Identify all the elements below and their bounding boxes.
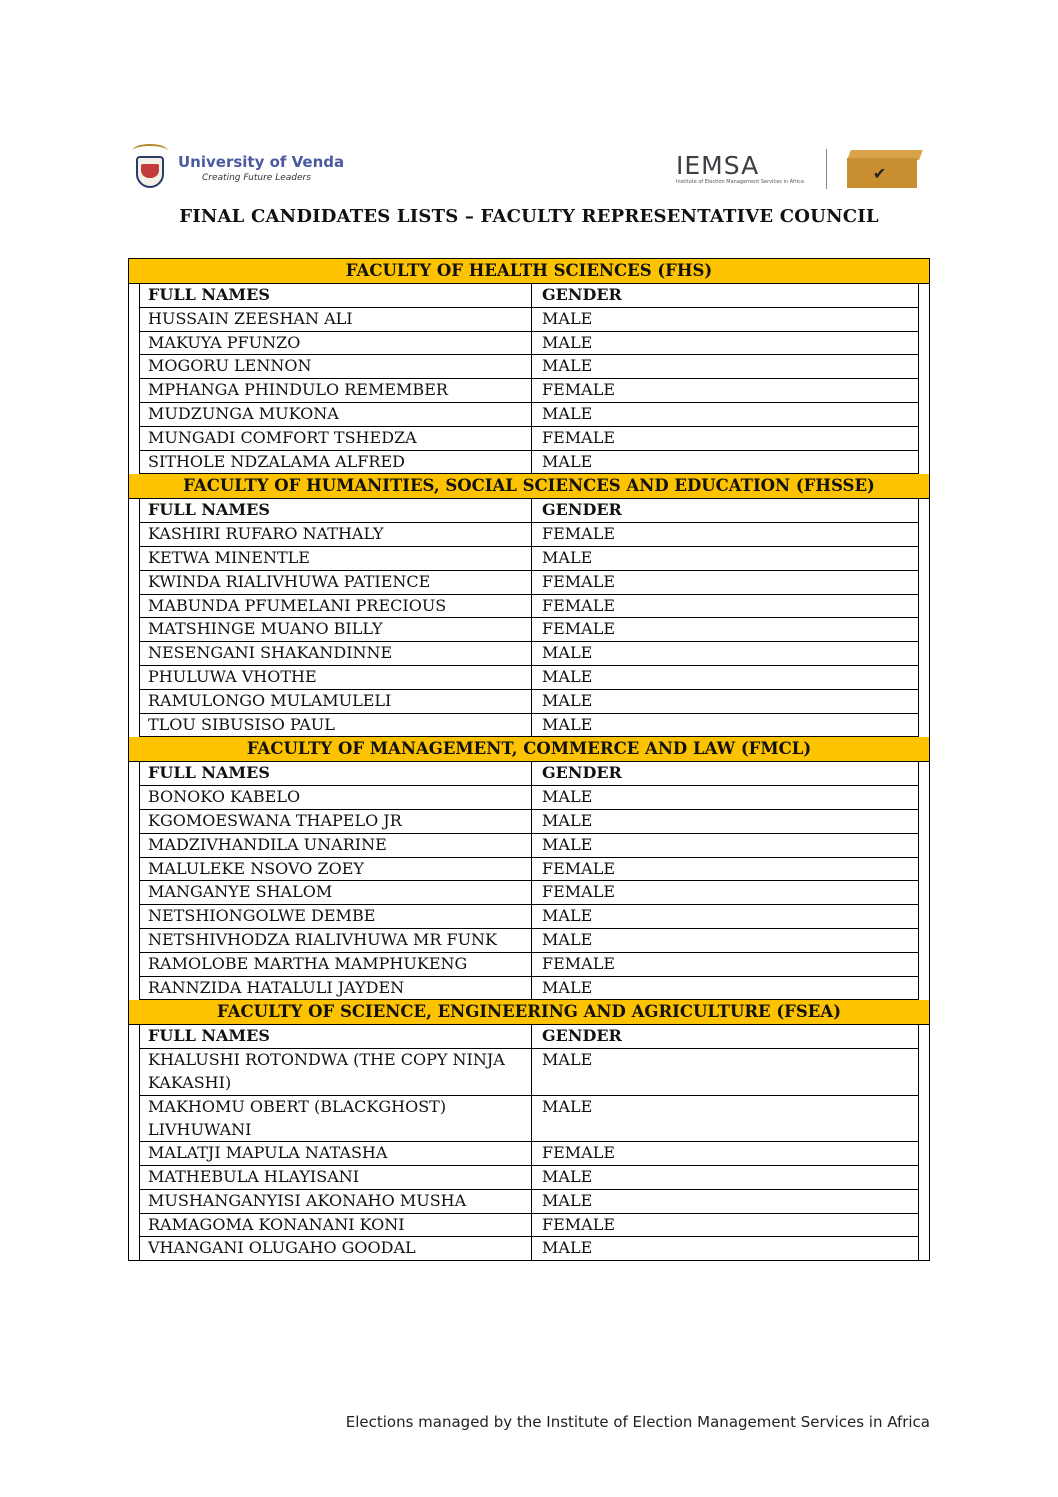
iemsa-wordmark: IEMSA xyxy=(676,151,760,180)
candidate-gender: MALE xyxy=(542,1096,593,1116)
column-header-full-names: FULL NAMES xyxy=(140,284,532,307)
candidate-gender: MALE xyxy=(542,787,593,807)
column-header-gender: GENDER xyxy=(542,1026,622,1046)
table-row xyxy=(140,618,918,642)
candidate-name: KWINDA RIALIVHUWA PATIENCE xyxy=(140,571,532,594)
candidate-gender: MALE xyxy=(542,1238,593,1258)
table-header-row xyxy=(140,284,918,308)
table-row xyxy=(140,786,918,810)
table-row xyxy=(140,1190,918,1214)
table-header-row xyxy=(140,1025,918,1049)
table-row xyxy=(140,929,918,953)
candidate-gender: FEMALE xyxy=(542,524,616,544)
table-row xyxy=(140,642,918,666)
table-row xyxy=(140,595,918,619)
candidate-gender: FEMALE xyxy=(542,571,616,591)
table-header-row xyxy=(140,499,918,523)
university-name: University of Venda xyxy=(178,153,345,171)
candidate-name: RAMULONGO MULAMULELI xyxy=(140,690,532,713)
table-row xyxy=(140,858,918,882)
ballot-box-icon: ✔ xyxy=(847,148,923,190)
candidate-name: MANGANYE SHALOM xyxy=(140,881,532,904)
table-header-row xyxy=(140,762,918,786)
candidate-name: KETWA MINENTLE xyxy=(140,547,532,570)
candidate-gender: MALE xyxy=(542,1050,593,1070)
candidate-gender: MALE xyxy=(542,929,593,949)
column-header-full-names: FULL NAMES xyxy=(140,499,532,522)
candidate-name: VHANGANI OLUGAHO GOODAL xyxy=(140,1237,532,1260)
table-row xyxy=(140,666,918,690)
candidate-name: MATHEBULA HLAYISANI xyxy=(140,1166,532,1189)
candidate-gender: MALE xyxy=(542,356,593,376)
candidate-name: NESENGANI SHAKANDINNE xyxy=(140,642,532,665)
table-row xyxy=(140,1214,918,1238)
candidate-name: MAKUYA PFUNZO xyxy=(140,332,532,355)
candidate-name: MOGORU LENNON xyxy=(140,355,532,378)
candidate-name: SITHOLE NDZALAMA ALFRED xyxy=(140,451,532,474)
candidate-name: KGOMOESWANA THAPELO JR xyxy=(140,810,532,833)
candidate-gender: FEMALE xyxy=(542,619,616,639)
candidate-gender: MALE xyxy=(542,834,593,854)
candidate-gender: FEMALE xyxy=(542,858,616,878)
table-row xyxy=(140,308,918,332)
candidate-gender: FEMALE xyxy=(542,953,616,973)
candidate-name: PHULUWA VHOTHE xyxy=(140,666,532,689)
table-row xyxy=(140,451,918,474)
column-header-gender: GENDER xyxy=(542,500,622,520)
table-row xyxy=(140,1237,918,1260)
iemsa-logo xyxy=(676,146,923,192)
column-header-full-names: FULL NAMES xyxy=(140,1025,532,1048)
candidate-gender: MALE xyxy=(542,906,593,926)
faculty-table xyxy=(139,1025,919,1260)
candidate-gender: MALE xyxy=(542,451,593,471)
iemsa-subtitle: Institute of Election Management Services in Africa xyxy=(676,179,804,185)
candidate-gender: FEMALE xyxy=(542,1214,616,1234)
candidate-gender: MALE xyxy=(542,403,593,423)
candidate-name: KASHIRI RUFARO NATHALY xyxy=(140,523,532,546)
candidate-name: MATSHINGE MUANO BILLY xyxy=(140,618,532,641)
candidate-name: RANNZIDA HATALULI JAYDEN xyxy=(140,977,532,1000)
university-tagline: Creating Future Leaders xyxy=(202,173,311,183)
candidate-name: TLOU SIBUSISO PAUL xyxy=(140,714,532,737)
university-of-venda-logo xyxy=(130,140,350,196)
university-crest-icon xyxy=(130,142,170,194)
faculty-table xyxy=(139,762,919,1000)
candidate-gender: MALE xyxy=(542,690,593,710)
footer-text: Elections managed by the Institute of Election Management Services in Africa xyxy=(345,1413,930,1431)
table-row xyxy=(140,547,918,571)
candidate-gender: MALE xyxy=(542,714,593,734)
candidate-gender: MALE xyxy=(542,308,593,328)
candidate-gender: FEMALE xyxy=(542,882,616,902)
candidate-name: MUDZUNGA MUKONA xyxy=(140,403,532,426)
candidate-name: MPHANGA PHINDULO REMEMBER xyxy=(140,379,532,402)
candidate-name: MUNGADI COMFORT TSHEDZA xyxy=(140,427,532,450)
candidate-gender: FEMALE xyxy=(542,380,616,400)
candidate-name: MUSHANGANYISI AKONAHO MUSHA xyxy=(140,1190,532,1213)
candidate-name: RAMAGOMA KONANANI KONI xyxy=(140,1214,532,1237)
candidate-gender: MALE xyxy=(542,977,593,997)
candidate-gender: FEMALE xyxy=(542,427,616,447)
table-row xyxy=(140,810,918,834)
candidate-gender: MALE xyxy=(542,1167,593,1187)
column-header-gender: GENDER xyxy=(542,763,622,783)
faculty-header: FACULTY OF HUMANITIES, SOCIAL SCIENCES AND EDUCATION (FHSSE) xyxy=(129,474,929,499)
table-row xyxy=(140,1096,918,1143)
candidate-gender: MALE xyxy=(542,547,593,567)
table-row xyxy=(140,905,918,929)
candidate-name: MAKHOMU OBERT (BLACKGHOST) LIVHUWANI xyxy=(140,1096,532,1142)
table-row xyxy=(140,571,918,595)
candidate-gender: MALE xyxy=(542,332,593,352)
column-header-gender: GENDER xyxy=(542,285,622,304)
table-row xyxy=(140,953,918,977)
table-row xyxy=(140,332,918,356)
candidate-name: NETSHIONGOLWE DEMBE xyxy=(140,905,532,928)
table-row xyxy=(140,1049,918,1096)
table-row xyxy=(140,403,918,427)
table-row xyxy=(140,977,918,1000)
table-row xyxy=(140,379,918,403)
column-header-full-names: FULL NAMES xyxy=(140,762,532,785)
logo-divider xyxy=(826,149,827,189)
table-row xyxy=(140,355,918,379)
candidate-name: KHALUSHI ROTONDWA (THE COPY NINJA KAKASHI) xyxy=(140,1049,532,1095)
candidate-gender: MALE xyxy=(542,666,593,686)
table-row xyxy=(140,523,918,547)
candidate-gender: MALE xyxy=(542,643,593,663)
faculty-table xyxy=(139,499,919,737)
faculty-table xyxy=(139,284,919,474)
table-row xyxy=(140,881,918,905)
table-row xyxy=(140,1166,918,1190)
candidate-gender: MALE xyxy=(542,1190,593,1210)
faculty-header: FACULTY OF HEALTH SCIENCES (FHS) xyxy=(129,259,929,284)
table-row xyxy=(140,834,918,858)
candidate-name: RAMOLOBE MARTHA MAMPHUKENG xyxy=(140,953,532,976)
candidate-name: NETSHIVHODZA RIALIVHUWA MR FUNK xyxy=(140,929,532,952)
faculty-header: FACULTY OF SCIENCE, ENGINEERING AND AGRICULTURE (FSEA) xyxy=(129,1000,929,1025)
candidate-name: MALATJI MAPULA NATASHA xyxy=(140,1142,532,1165)
candidates-table xyxy=(128,258,930,1261)
candidate-name: HUSSAIN ZEESHAN ALI xyxy=(140,308,532,331)
table-row xyxy=(140,690,918,714)
candidate-gender: FEMALE xyxy=(542,595,616,615)
candidate-name: MALULEKE NSOVO ZOEY xyxy=(140,858,532,881)
candidate-name: BONOKO KABELO xyxy=(140,786,532,809)
candidate-name: MADZIVHANDILA UNARINE xyxy=(140,834,532,857)
table-row xyxy=(140,427,918,451)
table-row xyxy=(140,714,918,737)
candidate-gender: MALE xyxy=(542,810,593,830)
faculty-header: FACULTY OF MANAGEMENT, COMMERCE AND LAW (FMCL) xyxy=(129,737,929,762)
table-row xyxy=(140,1142,918,1166)
document-title: FINAL CANDIDATES LISTS – FACULTY REPRESENTATIVE COUNCIL xyxy=(179,206,879,227)
candidate-gender: FEMALE xyxy=(542,1143,616,1163)
candidate-name: MABUNDA PFUMELANI PRECIOUS xyxy=(140,595,532,618)
